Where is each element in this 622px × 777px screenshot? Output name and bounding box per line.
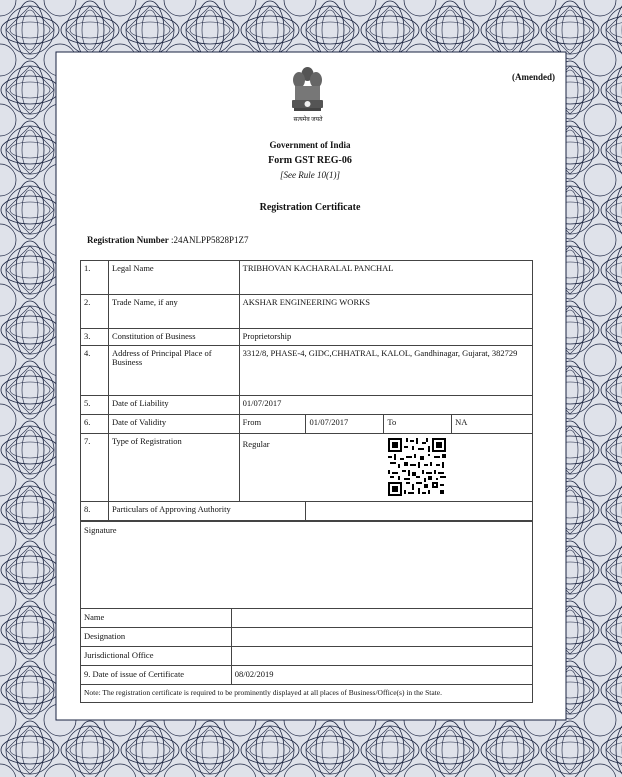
jurisdictional-office-value <box>231 647 532 666</box>
registration-type-row <box>81 434 533 502</box>
table-row <box>81 346 533 396</box>
qr-code-icon <box>388 438 446 496</box>
issue-date-row <box>81 666 533 685</box>
row-number: 2. <box>81 295 109 329</box>
row-number: 7. <box>81 434 109 502</box>
name-value <box>231 609 532 628</box>
government-heading: Government of India <box>269 140 351 150</box>
row-number: 4. <box>81 346 109 396</box>
designation-row <box>81 628 533 647</box>
registration-number <box>87 235 249 245</box>
field-value <box>306 502 533 521</box>
field-label: Constitution of Business <box>108 329 239 346</box>
registration-number-value: :24ANLPP5828P1Z7 <box>171 235 249 245</box>
validity-to-label: To <box>384 415 452 434</box>
table-row <box>81 261 533 295</box>
row-number: 1. <box>81 261 109 295</box>
registration-number-label: Registration Number <box>87 235 169 245</box>
designation-label: Designation <box>81 628 232 647</box>
signature-label: Signature <box>81 522 533 609</box>
field-label: Date of Validity <box>108 415 239 434</box>
row-number: 8. <box>81 502 109 521</box>
signature-row <box>81 522 533 609</box>
validity-row <box>81 415 533 434</box>
field-label: Address of Principal Place of Business <box>108 346 239 396</box>
field-label: Particulars of Approving Authority <box>108 502 306 521</box>
details-table <box>80 260 533 521</box>
validity-from-value: 01/07/2017 <box>306 415 384 434</box>
registration-type-value: Regular <box>242 439 270 449</box>
issue-date-label: 9. Date of issue of Certificate <box>81 666 232 685</box>
name-row <box>81 609 533 628</box>
field-value: 3312/8, PHASE-4, GIDC,CHHATRAL, KALOL, Gandhinagar, Gujarat, 382729 <box>239 346 532 396</box>
field-label: Date of Liability <box>108 396 239 415</box>
jurisdictional-office-label: Jurisdictional Office <box>81 647 232 666</box>
jurisdictional-office-row <box>81 647 533 666</box>
field-label: Type of Registration <box>108 434 239 502</box>
row-number: 3. <box>81 329 109 346</box>
emblem-motto: सत्यमेव जयते <box>293 117 323 123</box>
approving-authority-row <box>81 502 533 521</box>
field-value: Proprietorship <box>239 329 532 346</box>
field-label: Trade Name, if any <box>108 295 239 329</box>
field-value: TRIBHOVAN KACHARALAL PANCHAL <box>239 261 532 295</box>
validity-to-value: NA <box>452 415 533 434</box>
field-label: Legal Name <box>108 261 239 295</box>
note-row <box>81 685 533 703</box>
certificate-title: Registration Certificate <box>259 202 361 213</box>
table-row <box>81 329 533 346</box>
table-row <box>81 295 533 329</box>
amended-label: (Amended) <box>512 72 555 82</box>
issue-date-value: 08/02/2019 <box>231 666 532 685</box>
validity-from-label: From <box>239 415 306 434</box>
field-value: 01/07/2017 <box>239 396 532 415</box>
field-value: AKSHAR ENGINEERING WORKS <box>239 295 532 329</box>
form-heading: Form GST REG-06 <box>268 155 352 166</box>
row-number: 5. <box>81 396 109 415</box>
table-row <box>81 396 533 415</box>
row-number: 6. <box>81 415 109 434</box>
name-label: Name <box>81 609 232 628</box>
field-value <box>239 434 532 502</box>
rule-reference: [See Rule 10(1)] <box>280 170 340 180</box>
signature-table <box>80 521 533 703</box>
display-note: Note: The registration certificate is required to be prominently displayed at all places of Business/Office(s) in the State. <box>81 685 533 703</box>
designation-value <box>231 628 532 647</box>
